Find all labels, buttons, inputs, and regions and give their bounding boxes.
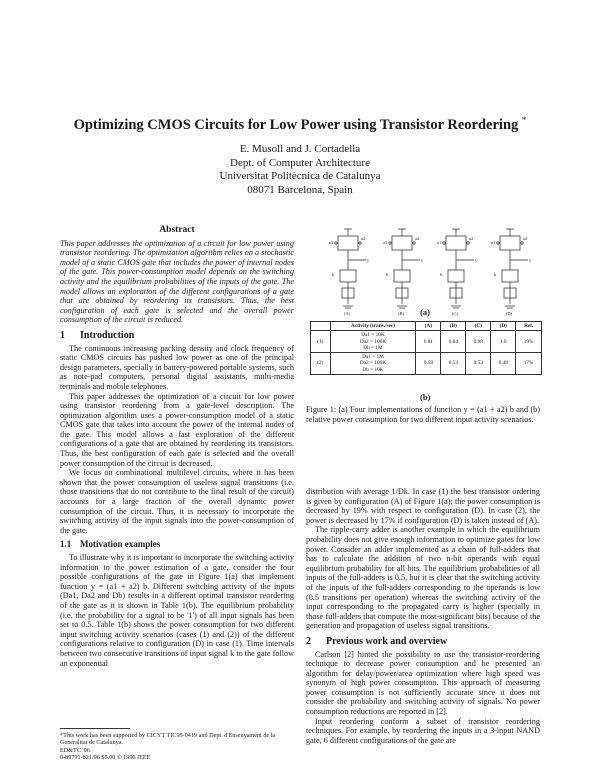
section-2-heading: 2 Previous work and overview	[306, 635, 448, 647]
table-cell-activity: Da1 = 1M Da2 = 100K Db = 10K	[330, 353, 416, 375]
paragraph: Carlson [2] hinted the possibility to use the transistor-reordering technique to decrease power consumption and he presented an algorithm for delay/power/area optimization where high speed was synonym of high power consumption. This approach of measuring power consumption is not sufficiently accurate since it does not consider the probability and switching activity of signals. No power consumption reductions are reported in [2].	[306, 649, 540, 717]
figure-caption: Figure 1: (a) Four implementations of function y = (a1 + a2) b and (b) relative power consumption for two different input activity scenarios.	[306, 405, 540, 424]
table-row	[311, 353, 542, 375]
author-block	[0, 143, 600, 197]
pmos-bubble	[497, 242, 499, 244]
section-1-1-heading: 1.1 Motivation examples	[60, 539, 161, 550]
input-label-b: b	[332, 272, 335, 277]
input-label-a1: a1	[437, 240, 442, 245]
pulldown-network	[502, 270, 518, 282]
footnote-funding: *This work has been supported by CICYT TIC95-0419 and Dept. d'Ensenyament de la Generalitat de Catalunya.	[60, 732, 276, 747]
output-label: y	[421, 257, 424, 263]
input-label-a1: a1	[383, 240, 388, 245]
table-header: (D)	[491, 322, 516, 331]
table-header: (A)	[416, 322, 441, 331]
input-label-a2: a2	[523, 236, 528, 241]
output-label: y	[367, 257, 370, 263]
table-cell: 17%	[516, 353, 542, 375]
pulldown-network	[340, 270, 356, 282]
input-label-a2: a2	[415, 236, 420, 241]
university: Universitat Politècnica de Catalunya	[219, 170, 381, 182]
table-cell: 0.53	[441, 353, 466, 375]
figure-label-a: (a)	[420, 307, 430, 317]
paragraph: We focus on combinational multilevel circuits, where it has been shown that the power consumption of useless signal transitions (i.e. those transitions that do not contribute to the final result of the circuit) accounts for a large fraction of the overall dynamic power consumption of the circuit. Thus, it is necessary to incorporate the switching activity of the input signals into the power-consumption of the gate.	[60, 468, 294, 535]
pmos-bubble	[413, 242, 415, 244]
output-label: y	[475, 257, 478, 263]
table-header: (C)	[466, 322, 491, 331]
paragraph: Input reordering conform a subset of transistor reordering techniques. For example, by reordering the inputs in a 3-input NAND gate, 6 different configurations of the gate are	[306, 716, 540, 745]
authors: E. Musoll and J. Cortadella	[239, 143, 361, 155]
config-label: (C)	[452, 311, 458, 316]
abstract-text: This paper addresses the optimization of a circuit for low power using transistor reordering. The optimization algorithm relies on a stochastic model of a static CMOS gate that includes the power of internal nodes of the gate. This power-consumption model depends on the switching activity and the equilibrium probabilities of the inputs of the gate. The model allows an exploration of the different configurations of a gate that are obtained by reordering its transistors. Thus, the best configuration of each gate is selected and the overall power consumption of the circuit is reduced.	[60, 238, 294, 325]
pullup-network	[500, 236, 520, 250]
table-cell: 0.84	[441, 331, 466, 353]
table-cell-case: (2)	[311, 353, 331, 375]
table-cell-case: (1)	[311, 331, 331, 353]
input-label-a1: a1	[329, 240, 334, 245]
output-label: y	[529, 257, 532, 263]
right-column	[306, 487, 540, 745]
footnotes	[60, 728, 294, 762]
table-cell: 0.81	[416, 331, 441, 353]
config-label: (D)	[506, 311, 513, 316]
config-label: (B)	[398, 311, 404, 316]
department: Dept. of Computer Architecture	[230, 156, 370, 169]
pulldown-network	[448, 270, 464, 282]
paper-title: Optimizing CMOS Circuits for Low Power using Transistor Reordering *	[73, 115, 527, 133]
left-column	[60, 226, 294, 668]
paragraph: The continuous increasing packing density and clock frequency of static CMOS circuits has pushed low power as one of the principal design parameters, specially in battery-powered portable systems, such as note-pad computers, personal digital assistants, multi-media terminals and mobile telephones.	[60, 343, 294, 391]
pulldown-network	[394, 270, 410, 282]
paragraph: The ripple-carry adder is another example in which the equilibrium probability does not give enough information to optimize gates for low power. Consider an adder implemented as a chain of full-adders that has to calculate the addition of two n-bit operands with equal equilibrium probability for all bits. The equilibrium probabilities of all inputs of the full-adders is 0.5, but it is clear that the switching activity of the inputs of the full-adders corresponding to the operands is low (0.5 transitions per operation) whereas the switching activity of the input corresponding to the propagated carry is higher (specially in those full-adders that compute the most-significant bits) because of the generation and propagation of useless signal transitions.	[306, 525, 540, 631]
city: 08071 Barcelona, Spain	[247, 183, 353, 196]
table-header: (B)	[441, 322, 466, 331]
pullup-network	[446, 236, 466, 250]
paragraph: distribution with average 1/Dk. In case (1) the best transistor ordering is given by configuration (A) of Figure 1(a); the power consumption is decreased by 19% with respect to configuration (D). In case (2), the power is decreased by 17% if configuration (D) is taken instead of (A).	[306, 487, 540, 525]
input-label-a2: a2	[469, 236, 474, 241]
pmos-bubble	[335, 242, 337, 244]
figure-1a-schematics	[320, 226, 540, 316]
pmos-bubble	[443, 242, 445, 244]
figure-label-b: (b)	[420, 392, 431, 402]
paragraph: This paper addresses the optimization of a circuit for low power using transistor reordering from a gate-level description. The optimization algorithm uses a power-consumption model of a static CMOS gate that takes into account the power of the internal nodes of the gate. This model allows a fast exploration of the different configurations of a gate that are obtained by reordering its transistors. Thus, the best configuration of each gate is selected and the overall power consumption of the circuit is decreased.	[60, 391, 294, 468]
conference-note: ED&TC '96	[60, 746, 90, 754]
footnote-rule	[60, 728, 130, 729]
pmos-bubble	[359, 242, 361, 244]
input-label-a2: a2	[361, 236, 366, 241]
title-footnote-mark: *	[521, 115, 527, 125]
pmos-bubble	[389, 242, 391, 244]
table-cell: 0.58	[416, 353, 441, 375]
input-label-b: b	[494, 272, 497, 277]
table-cell: 19%	[516, 331, 542, 353]
table-header-row	[311, 322, 542, 331]
pullup-network	[338, 236, 358, 250]
power-table	[310, 321, 542, 375]
copyright-note: 0-89791-821/96 $5.00 © 1996 IEEE	[60, 754, 151, 762]
pmos-bubble	[467, 242, 469, 244]
table-cell: 0.48	[491, 353, 516, 375]
section-1-heading: 1 Introduction	[60, 329, 135, 341]
input-label-b: b	[440, 272, 443, 277]
config-label: (A)	[344, 311, 351, 316]
table-cell: 0.53	[466, 353, 491, 375]
input-label-b: b	[386, 272, 389, 277]
abstract-heading: Abstract	[159, 225, 195, 235]
table-cell: 0.98	[466, 331, 491, 353]
paragraph: To illustrate why it is important to incorporate the switching activity information to the power estimation of a gate, consider the four possible configurations of the gate in Figure 1(a) that implement function y = (a1 + a2) b. Different switching activity of the inputs (Da1, Da2 and Db) results in a different optimal transistor reordering of the gate as it is shown in Table 1(b). The equilibrium probability (i.e. the probability for a signal to be '1') of all input signals has been set to 0.5. Table 1(b) shows the power consumption for two different input switching activity scenarios (cases (1) and (2)) of the different configurations relative to configuration (D) in case (1). Time intervals between two consecutive transitions of input signal k to the gate follow an exponential	[60, 553, 294, 668]
table-header: Rel.	[516, 322, 542, 331]
input-label-a1: a1	[491, 240, 496, 245]
pullup-network	[392, 236, 412, 250]
table-row	[311, 331, 542, 353]
pmos-bubble	[521, 242, 523, 244]
table-header: Activity (trans./sec)	[330, 322, 416, 331]
table-cell-activity: Da1 = 10K Da2 = 100K Db = 1M	[330, 331, 416, 353]
table-header-case	[311, 322, 331, 331]
table-cell: 1.0	[491, 331, 516, 353]
